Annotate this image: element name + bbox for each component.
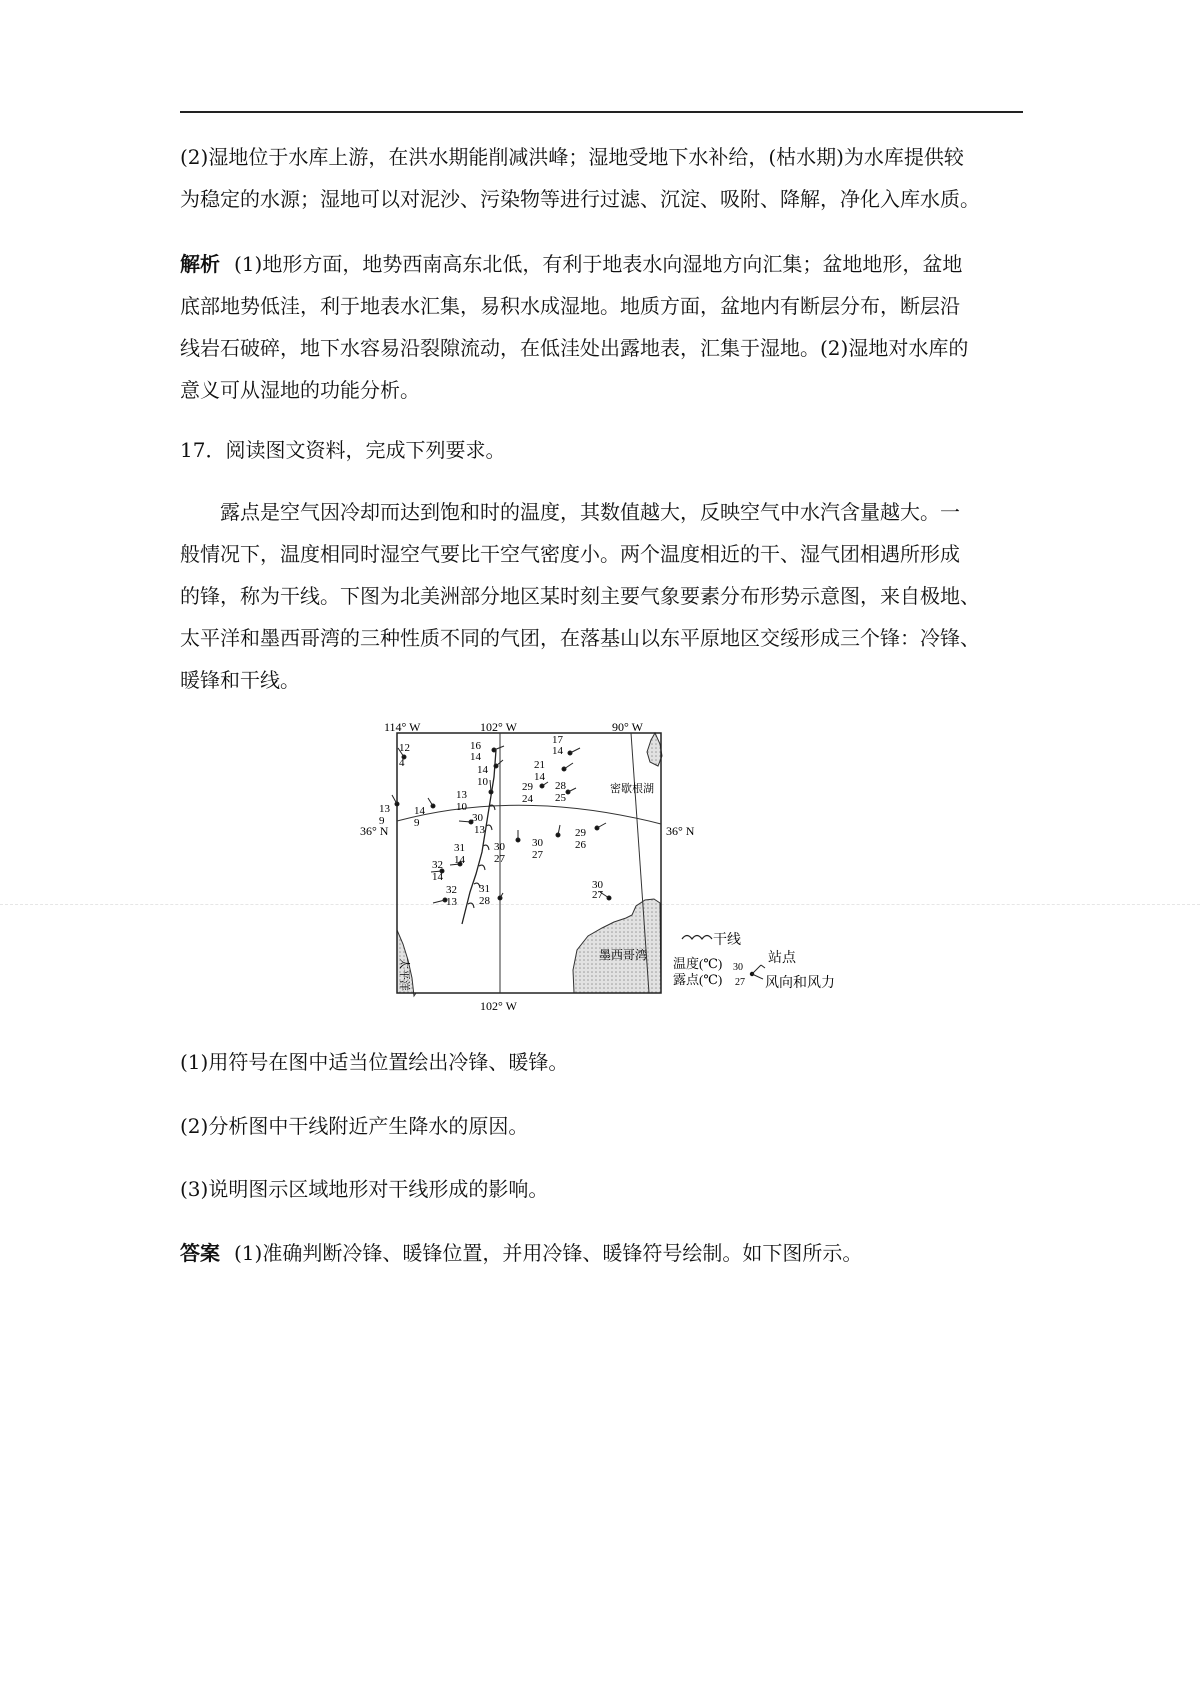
legend-wind-barb bbox=[752, 965, 761, 974]
station-temp: 14 bbox=[477, 764, 488, 776]
station-marks bbox=[392, 746, 611, 903]
station-temp: 31 bbox=[479, 883, 490, 895]
text-line: 为稳定的水源；湿地可以对泥沙、污染物等进行过滤、沉淀、吸附、降解，净化入库水质。 bbox=[180, 187, 980, 211]
answer-text: (1)准确判断冷锋、暖锋位置，并用冷锋、暖锋符号绘制。如下图所示。 bbox=[234, 1241, 863, 1265]
station-temp: 30 bbox=[592, 879, 603, 891]
station-dew: 4 bbox=[399, 757, 405, 769]
station-dew: 10 bbox=[477, 776, 488, 788]
dryline-bump bbox=[468, 903, 474, 908]
lon-label-90w: 90° W bbox=[612, 720, 643, 734]
station-dew: 9 bbox=[414, 817, 420, 829]
legend-wind-label: 风向和风力 bbox=[765, 976, 835, 991]
station-dew: 14 bbox=[534, 771, 545, 783]
station-temp: 32 bbox=[432, 859, 443, 871]
question-title bbox=[180, 435, 1025, 477]
dryline-bump bbox=[479, 865, 485, 870]
legend-sample-temp: 30 bbox=[733, 962, 743, 973]
station-dew: 27 bbox=[532, 849, 543, 861]
text-line: 太平洋和墨西哥湾的三种性质不同的气团，在落基山以东平原地区交绥形成三个锋：冷锋、 bbox=[180, 626, 980, 650]
wind-barb bbox=[597, 823, 606, 828]
station-dew: 25 bbox=[555, 792, 566, 804]
analysis-label: 解析 bbox=[180, 252, 220, 276]
dryline-bump bbox=[486, 825, 492, 830]
station-dew: 27 bbox=[494, 853, 505, 865]
station-dew: 14 bbox=[552, 745, 563, 757]
text-line: 露点是空气因冷却而达到饱和时的温度，其数值越大，反映空气中水汽含量越大。一 bbox=[220, 500, 960, 524]
station-dew: 28 bbox=[479, 895, 490, 907]
text-line: (3)说明图示区域地形对干线形成的影响。 bbox=[180, 1177, 549, 1201]
station-dew: 13 bbox=[474, 824, 485, 836]
station-temp: 32 bbox=[446, 884, 457, 896]
pacific-label: 太平洋 bbox=[398, 958, 410, 991]
station-dew: 26 bbox=[575, 839, 586, 851]
material-text bbox=[180, 497, 1025, 707]
text-line: 线岩石破碎，地下水容易沿裂隙流动，在低洼处出露地表，汇集于湿地。(2)湿地对水库的 bbox=[180, 336, 969, 360]
station-temp: 30 bbox=[472, 812, 483, 824]
header-rule bbox=[180, 111, 1023, 113]
text-line: 意义可从湿地的功能分析。 bbox=[180, 378, 420, 402]
gulf-label: 墨西哥湾 bbox=[599, 948, 648, 962]
answer-block bbox=[180, 1238, 1025, 1280]
lake-label: 密歇根湖 bbox=[610, 783, 654, 795]
lat-label-right: 36° N bbox=[666, 824, 695, 838]
lon-label-102w-bottom: 102° W bbox=[480, 999, 517, 1013]
wind-barb bbox=[428, 798, 433, 806]
legend-dryline-label: 干线 bbox=[713, 933, 741, 948]
station-temp: 21 bbox=[534, 759, 545, 771]
analysis-block bbox=[180, 249, 1025, 417]
station-temp: 14 bbox=[414, 805, 425, 817]
text-line: (2)分析图中干线附近产生降水的原因。 bbox=[180, 1114, 529, 1138]
station-temp: 30 bbox=[532, 837, 543, 849]
parallel-36n bbox=[397, 805, 661, 824]
legend-dryline-symbol bbox=[682, 936, 712, 940]
legend-temp-label: 温度(℃) bbox=[673, 956, 723, 971]
sub-question-1 bbox=[180, 1047, 1025, 1089]
lake-michigan bbox=[647, 733, 662, 766]
station-values bbox=[379, 734, 604, 908]
text-line: 的锋，称为干线。下图为北美洲部分地区某时刻主要气象要素分布形势示意图，来自极地、 bbox=[180, 584, 980, 608]
station-dew: 14 bbox=[454, 854, 465, 866]
sub-question-2 bbox=[180, 1111, 1025, 1153]
text-line: 般情况下，温度相同时湿空气要比干空气密度小。两个温度相近的干、湿气团相遇所形成 bbox=[180, 542, 960, 566]
station-temp: 12 bbox=[399, 742, 410, 754]
station-dew: 13 bbox=[446, 896, 457, 908]
answer-label: 答案 bbox=[180, 1241, 220, 1265]
station-temp: 17 bbox=[552, 734, 563, 746]
wind-barb bbox=[570, 748, 580, 753]
lat-label-left: 36° N bbox=[360, 824, 389, 838]
lon-label-102w: 102° W bbox=[480, 720, 517, 734]
station-dew: 27 bbox=[592, 889, 603, 901]
weather-map bbox=[360, 720, 870, 1022]
legend-sample-dew: 27 bbox=[735, 977, 745, 988]
question-number: 17． bbox=[180, 438, 226, 462]
legend-pointer bbox=[752, 974, 763, 979]
station-temp: 29 bbox=[575, 827, 586, 839]
legend-station-label: 站点 bbox=[768, 951, 796, 966]
text-line: 暖锋和干线。 bbox=[180, 668, 300, 692]
station-dew: 9 bbox=[379, 815, 385, 827]
station-temp: 13 bbox=[379, 803, 390, 815]
text-line: (1)地形方面，地势西南高东北低，有利于地表水向湿地方向汇集；盆地地形，盆地 bbox=[234, 252, 963, 276]
sub-question-3 bbox=[180, 1174, 1025, 1216]
station-temp: 28 bbox=[555, 780, 566, 792]
station-dew: 14 bbox=[432, 871, 443, 883]
dryline-bump bbox=[483, 845, 489, 850]
legend-dew-label: 露点(℃) bbox=[673, 972, 723, 987]
text-line: (1)用符号在图中适当位置绘出冷锋、暖锋。 bbox=[180, 1050, 569, 1074]
station-dew: 10 bbox=[456, 801, 467, 813]
lon-label-114w: 114° W bbox=[384, 720, 421, 734]
previous-answer bbox=[180, 142, 1025, 226]
legend-wind-feather bbox=[761, 965, 765, 968]
text-line: 底部地势低洼，利于地表水汇集，易积水成湿地。地质方面，盆地内有断层分布，断层沿 bbox=[180, 294, 960, 318]
station-temp: 30 bbox=[494, 841, 505, 853]
station-dew: 14 bbox=[470, 751, 481, 763]
question-prompt: 阅读图文资料，完成下列要求。 bbox=[225, 438, 506, 462]
station-dew: 24 bbox=[522, 793, 533, 805]
wind-barb bbox=[564, 763, 573, 769]
station-temp: 13 bbox=[456, 789, 467, 801]
text-line: (2)湿地位于水库上游，在洪水期能削减洪峰；湿地受地下水补给，(枯水期)为水库提供较 bbox=[180, 145, 964, 169]
station-temp: 31 bbox=[454, 842, 465, 854]
station-temp: 16 bbox=[470, 740, 481, 752]
station-temp: 29 bbox=[522, 781, 533, 793]
